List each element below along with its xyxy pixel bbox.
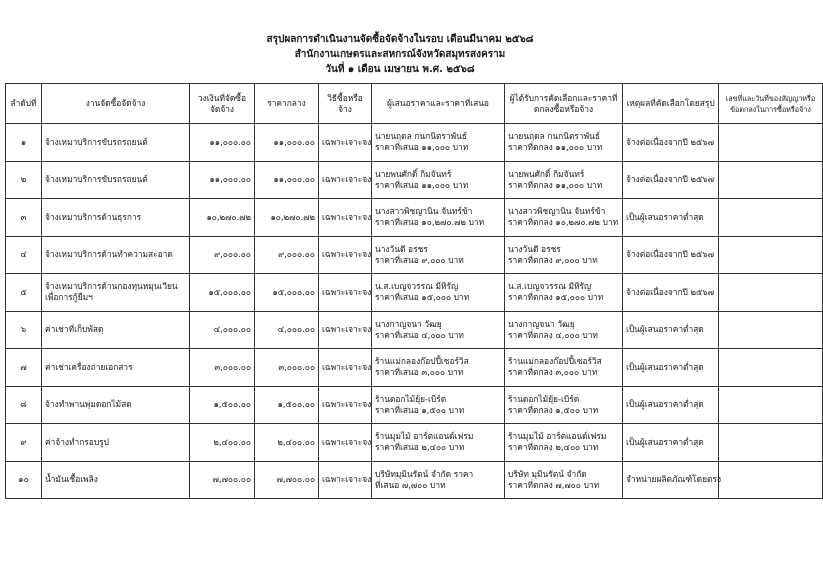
cell-winner: [505, 424, 623, 462]
cell-contract: [719, 461, 823, 499]
cell-budget: ๓,๐๐๐.๐๐: [190, 349, 255, 387]
cell-winner-line: บริษัท มุมินรัตน์ จำกัด: [508, 468, 587, 479]
cell-reason: เป็นผู้เสนอราคาต่ำสุด: [623, 349, 719, 387]
cell-bidder: [372, 311, 505, 349]
cell-bidder: [372, 274, 505, 312]
cell-winner-line: ราคาที่ตกลง ๒,๔๐๐ บาท: [508, 442, 599, 453]
cell-bidder-line: ราคาที่เสนอ ๑๑,๐๐๐ บาท: [375, 179, 469, 190]
cell-median: ๗,๗๐๐.๐๐: [255, 461, 319, 499]
table-header-row: [6, 84, 823, 124]
cell-median: ๓,๐๐๐.๐๐: [255, 349, 319, 387]
cell-item: [42, 124, 190, 162]
cell-bidder: [372, 161, 505, 199]
cell-winner-line: นายพนศักดิ์ กิมจันทร์: [508, 168, 585, 179]
table-row: [6, 461, 823, 499]
report-date: วันที่ ๑ เดือน เมษายน พ.ศ. ๒๕๖๘: [325, 64, 475, 75]
cell-winner-line: น.ส.เบญจวรรณ มีหิรัญ: [508, 281, 592, 292]
cell-median: ๔,๐๐๐.๐๐: [255, 311, 319, 349]
cell-winner: [505, 199, 623, 237]
cell-item-line: ค่าเช่าเครื่องถ่ายเอกสาร: [45, 361, 133, 372]
col-header-no: ลำดับที่: [6, 84, 42, 124]
cell-method: เฉพาะเจาะจง: [319, 311, 372, 349]
cell-item-line: จ้างเหมาบริการด้านทำความสะอาด: [45, 249, 173, 260]
col-header-bidders: ผู้เสนอราคาและราคาที่เสนอ: [372, 84, 505, 124]
cell-winner: [505, 124, 623, 162]
cell-bidder-line: ราคาที่เสนอ ๒,๔๐๐ บาท: [375, 442, 465, 453]
cell-reason: จำหน่ายผลิตภัณฑ์โดยตรง: [623, 461, 719, 499]
cell-winner: [505, 236, 623, 274]
cell-winner-line: ราคาที่ตกลง ๑๑,๐๐๐ บาท: [508, 142, 603, 153]
cell-winner-line: ราคาที่ตกลง ๑,๕๐๐ บาท: [508, 404, 599, 415]
cell-contract: [719, 424, 823, 462]
cell-method: เฉพาะเจาะจง: [319, 161, 372, 199]
cell-item: [42, 349, 190, 387]
cell-item: [42, 424, 190, 462]
cell-bidder-line: ร้านแม่กลองก๊อปปี้เซอร์วิส: [375, 356, 469, 367]
cell-budget: ๒,๔๐๐.๐๐: [190, 424, 255, 462]
cell-bidder-line: ร้านดอกไม้ยุ้ย-เบิร์ด: [375, 393, 447, 404]
cell-bidder-line: ร้านมุมไม้ อาร์ตแอนด์เฟรม: [375, 431, 474, 442]
cell-item: [42, 199, 190, 237]
cell-bidder-line: น.ส.เบญจวรรณ มีหิรัญ: [375, 281, 459, 292]
cell-winner: [505, 461, 623, 499]
cell-winner-line: นางวันดี อรชร: [508, 243, 561, 254]
cell-bidder-line: ราคาที่เสนอ ๓,๐๐๐ บาท: [375, 367, 464, 378]
cell-median: ๙,๐๐๐.๐๐: [255, 236, 319, 274]
cell-winner-line: นายนฤดล กนกนิตราพันธ์: [508, 131, 600, 142]
cell-bidder: [372, 199, 505, 237]
cell-winner-line: ร้านดอกไม้ยุ้ย-เบิร์ด: [508, 393, 580, 404]
cell-winner: [505, 311, 623, 349]
cell-method: เฉพาะเจาะจง: [319, 199, 372, 237]
table-row: [6, 349, 823, 387]
col-header-winner: ผู้ได้รับการคัดเลือกและราคาที่ตกลงซื้อหรือจ้าง: [505, 84, 623, 124]
cell-no: ๒: [6, 161, 42, 199]
cell-bidder-line: ราคาที่เสนอ ๔,๐๐๐ บาท: [375, 329, 464, 340]
cell-bidder: [372, 124, 505, 162]
cell-budget: ๑,๕๐๐.๐๐: [190, 386, 255, 424]
cell-budget: ๙,๐๐๐.๐๐: [190, 236, 255, 274]
cell-median: ๑๑,๐๐๐.๐๐: [255, 161, 319, 199]
cell-reason: จ้างต่อเนื่องจากปี ๒๕๖๗: [623, 124, 719, 162]
cell-reason: เป็นผู้เสนอราคาต่ำสุด: [623, 199, 719, 237]
cell-item-line: จ้างเหมาบริการขับรถรถยนต์: [45, 174, 148, 185]
cell-item-line: จ้างเหมาบริการขับรถรถยนต์: [45, 136, 148, 147]
cell-contract: [719, 199, 823, 237]
cell-no: ๖: [6, 311, 42, 349]
cell-item: [42, 461, 190, 499]
cell-winner-line: ราคาที่ตกลง ๑๐,๒๗๐.๗๒ บาท: [508, 217, 619, 228]
cell-contract: [719, 386, 823, 424]
cell-median: ๑๑,๐๐๐.๐๐: [255, 124, 319, 162]
cell-no: ๗: [6, 349, 42, 387]
cell-item-line: จ้างทำพานพุ่มดอกไม้สด: [45, 399, 132, 410]
cell-item-line: น้ำมันเชื้อเพลิง: [45, 474, 98, 485]
cell-item-line: จ้างเหมาบริการด้านธุรการ: [45, 211, 142, 222]
cell-item-line: ค่าจ้างทำกรอบรูป: [45, 436, 109, 447]
cell-winner-line: ราคาที่ตกลง ๗,๗๐๐ บาท: [508, 479, 600, 490]
table-row: [6, 124, 823, 162]
cell-reason: เป็นผู้เสนอราคาต่ำสุด: [623, 386, 719, 424]
col-header-reason: เหตุผลที่คัดเลือกโดยสรุป: [623, 84, 719, 124]
cell-winner-line: ราคาที่ตกลง ๙,๐๐๐ บาท: [508, 254, 598, 265]
cell-bidder-line: นางสาวพิชญานิน จันทร์ข้า: [375, 206, 473, 217]
cell-bidder-line: บริษัทมุมินรัตน์ จำกัด ราคา: [375, 468, 474, 479]
cell-winner-line: นางกาญจนา วัฒยุ: [508, 318, 575, 329]
cell-bidder: [372, 236, 505, 274]
cell-winner-line: ราคาที่ตกลง ๔,๐๐๐ บาท: [508, 329, 598, 340]
cell-method: เฉพาะเจาะจง: [319, 236, 372, 274]
cell-winner: [505, 274, 623, 312]
cell-no: ๔: [6, 236, 42, 274]
cell-median: ๑๐,๒๗๐.๗๒: [255, 199, 319, 237]
cell-no: ๕: [6, 274, 42, 312]
cell-winner-line: ราคาที่ตกลง ๓,๐๐๐ บาท: [508, 367, 598, 378]
cell-reason: จ้างต่อเนื่องจากปี ๒๕๖๗: [623, 236, 719, 274]
cell-reason: จ้างต่อเนื่องจากปี ๒๕๖๗: [623, 161, 719, 199]
cell-item-line: เพื่อการกู้ยืมฯ: [45, 292, 93, 303]
cell-bidder-line: นายพนศักดิ์ กิมจันทร์: [375, 168, 452, 179]
table-row: [6, 236, 823, 274]
cell-contract: [719, 311, 823, 349]
cell-bidder-line: ราคาที่เสนอ ๑๑,๐๐๐ บาท: [375, 142, 469, 153]
cell-budget: ๑๐,๒๗๐.๗๒: [190, 199, 255, 237]
cell-winner-line: นางสาวพิชญานิน จันทร์ข้า: [508, 206, 606, 217]
cell-bidder-line: ราคาที่เสนอ ๑๕,๐๐๐ บาท: [375, 292, 470, 303]
cell-bidder-line: นางกาญจนา วัฒยุ: [375, 318, 442, 329]
cell-bidder-line: ราคาที่เสนอ ๙,๐๐๐ บาท: [375, 254, 464, 265]
cell-no: ๙: [6, 424, 42, 462]
cell-budget: ๗,๗๐๐.๐๐: [190, 461, 255, 499]
cell-contract: [719, 236, 823, 274]
cell-median: ๑๕,๐๐๐.๐๐: [255, 274, 319, 312]
cell-bidder-line: นายนฤดล กนกนิตราพันธ์: [375, 131, 467, 142]
cell-bidder-line: ราคาที่เสนอ ๑๐,๒๗๐.๗๒ บาท: [375, 217, 485, 228]
cell-winner-line: ร้านมุมไม้ อาร์ตแอนด์เฟรม: [508, 431, 607, 442]
cell-bidder-line: ราคาที่เสนอ ๑,๕๐๐ บาท: [375, 404, 465, 415]
cell-budget: ๑๑,๐๐๐.๐๐: [190, 124, 255, 162]
cell-winner-line: ราคาที่ตกลง ๑๕,๐๐๐ บาท: [508, 292, 604, 303]
table-row: [6, 311, 823, 349]
cell-budget: ๔,๐๐๐.๐๐: [190, 311, 255, 349]
cell-reason: จ้างต่อเนื่องจากปี ๒๕๖๗: [623, 274, 719, 312]
cell-method: เฉพาะเจาะจง: [319, 461, 372, 499]
table-body: [6, 124, 823, 499]
col-header-median: ราคากลาง: [255, 84, 319, 124]
col-header-method: วิธีซื้อหรือจ้าง: [319, 84, 372, 124]
cell-method: เฉพาะเจาะจง: [319, 349, 372, 387]
cell-winner-line: ราคาที่ตกลง ๑๑,๐๐๐ บาท: [508, 179, 603, 190]
table-row: [6, 274, 823, 312]
cell-contract: [719, 349, 823, 387]
cell-bidder: [372, 349, 505, 387]
cell-winner: [505, 349, 623, 387]
office-name: สำนักงานเกษตรและสหกรณ์จังหวัดสมุทรสงคราม: [294, 49, 506, 60]
cell-no: ๘: [6, 386, 42, 424]
cell-winner: [505, 161, 623, 199]
cell-method: เฉพาะเจาะจง: [319, 386, 372, 424]
col-header-budget: วงเงินที่จัดซื้อจัดจ้าง: [190, 84, 255, 124]
table-row: [6, 199, 823, 237]
cell-item-line: จ้างเหมาบริการด้านกองทุนหมุนเวียน: [45, 281, 178, 292]
cell-reason: เป็นผู้เสนอราคาต่ำสุด: [623, 424, 719, 462]
cell-item-line: ค่าเช่าที่เก็บพัสดุ: [45, 324, 104, 335]
cell-no: ๑๐: [6, 461, 42, 499]
procurement-table: [5, 83, 823, 499]
cell-reason: เป็นผู้เสนอราคาต่ำสุด: [623, 311, 719, 349]
cell-median: ๑,๕๐๐.๐๐: [255, 386, 319, 424]
cell-item: [42, 161, 190, 199]
cell-bidder: [372, 386, 505, 424]
report-title: สรุปผลการดำเนินงานจัดซื้อจัดจ้างในรอบ เดือนมีนาคม ๒๕๖๘: [266, 34, 534, 45]
cell-budget: ๑๕,๐๐๐.๐๐: [190, 274, 255, 312]
col-header-item: งานจัดซื้อจัดจ้าง: [42, 84, 190, 124]
col-header-contract: เลขที่และวันที่ของสัญญาหรือข้อตกลงในการซื้อหรือจ้าง: [719, 84, 823, 124]
table-row: [6, 424, 823, 462]
cell-bidder: [372, 424, 505, 462]
cell-contract: [719, 124, 823, 162]
cell-contract: [719, 274, 823, 312]
cell-item: [42, 386, 190, 424]
cell-item: [42, 236, 190, 274]
cell-bidder-line: นางวันดี อรชร: [375, 243, 428, 254]
cell-bidder: [372, 461, 505, 499]
cell-budget: ๑๑,๐๐๐.๐๐: [190, 161, 255, 199]
cell-item: [42, 311, 190, 349]
cell-no: ๑: [6, 124, 42, 162]
cell-median: ๒,๔๐๐.๐๐: [255, 424, 319, 462]
cell-no: ๓: [6, 199, 42, 237]
cell-winner-line: ร้านแม่กลองก๊อปปี้เซอร์วิส: [508, 356, 602, 367]
cell-winner: [505, 386, 623, 424]
cell-method: เฉพาะเจาะจง: [319, 124, 372, 162]
cell-item: [42, 274, 190, 312]
table-row: [6, 161, 823, 199]
cell-method: เฉพาะเจาะจง: [319, 424, 372, 462]
cell-bidder-line: ที่เสนอ ๗,๗๐๐ บาท: [375, 479, 446, 490]
cell-contract: [719, 161, 823, 199]
cell-method: เฉพาะเจาะจง: [319, 274, 372, 312]
table-row: [6, 386, 823, 424]
